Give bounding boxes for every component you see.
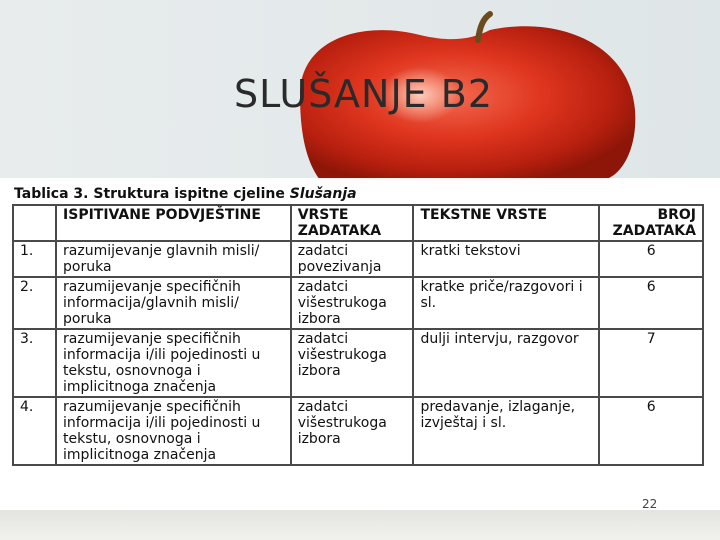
row-text-type: dulji intervju, razgovor [413, 329, 599, 397]
row-subskill: razumijevanje specifičnih informacija i/ili pojedinosti u tekstu, osnovnoga i implicitnoga značenja [56, 329, 291, 397]
row-number: 4. [13, 397, 56, 465]
row-text-type: predavanje, izlaganje, izvještaj i sl. [413, 397, 599, 465]
page-number: 22 [642, 497, 658, 511]
header-number [13, 205, 56, 241]
row-task-type: zadatci višestrukoga izbora [291, 277, 414, 329]
table-row [13, 397, 703, 465]
slide-title: SLUŠANJE B2 [234, 72, 494, 116]
row-text-type: kratki tekstovi [413, 241, 599, 277]
structure-table [12, 204, 704, 466]
header-task-count: BROJ ZADATAKA [599, 205, 703, 241]
row-task-count: 6 [599, 241, 703, 277]
header-text-types: TEKSTNE VRSTE [413, 205, 599, 241]
row-subskill: razumijevanje specifičnih informacija/glavnih misli/ poruka [56, 277, 291, 329]
row-subskill: razumijevanje glavnih misli/ poruka [56, 241, 291, 277]
row-text-type: kratke priče/razgovori i sl. [413, 277, 599, 329]
table-row [13, 277, 703, 329]
row-number: 1. [13, 241, 56, 277]
header-subskills: ISPITIVANE PODVJEŠTINE [56, 205, 291, 241]
table-caption-italic: Slušanja [289, 186, 357, 202]
table-caption-text: Tablica 3. Struktura ispitne cjeline [14, 186, 290, 202]
row-task-type: zadatci višestrukoga izbora [291, 329, 414, 397]
table-row [13, 241, 703, 277]
row-number: 2. [13, 277, 56, 329]
header-task-types: VRSTE ZADATAKA [291, 205, 414, 241]
row-number: 3. [13, 329, 56, 397]
row-task-count: 7 [599, 329, 703, 397]
table-header-row [13, 205, 703, 241]
row-task-count: 6 [599, 397, 703, 465]
bottom-strip [0, 510, 720, 540]
table-row [13, 329, 703, 397]
row-task-type: zadatci povezivanja [291, 241, 414, 277]
row-task-count: 6 [599, 277, 703, 329]
table-caption [14, 186, 357, 202]
row-subskill: razumijevanje specifičnih informacija i/ili pojedinosti u tekstu, osnovnoga i implicitnoga značenja [56, 397, 291, 465]
row-task-type: zadatci višestrukoga izbora [291, 397, 414, 465]
